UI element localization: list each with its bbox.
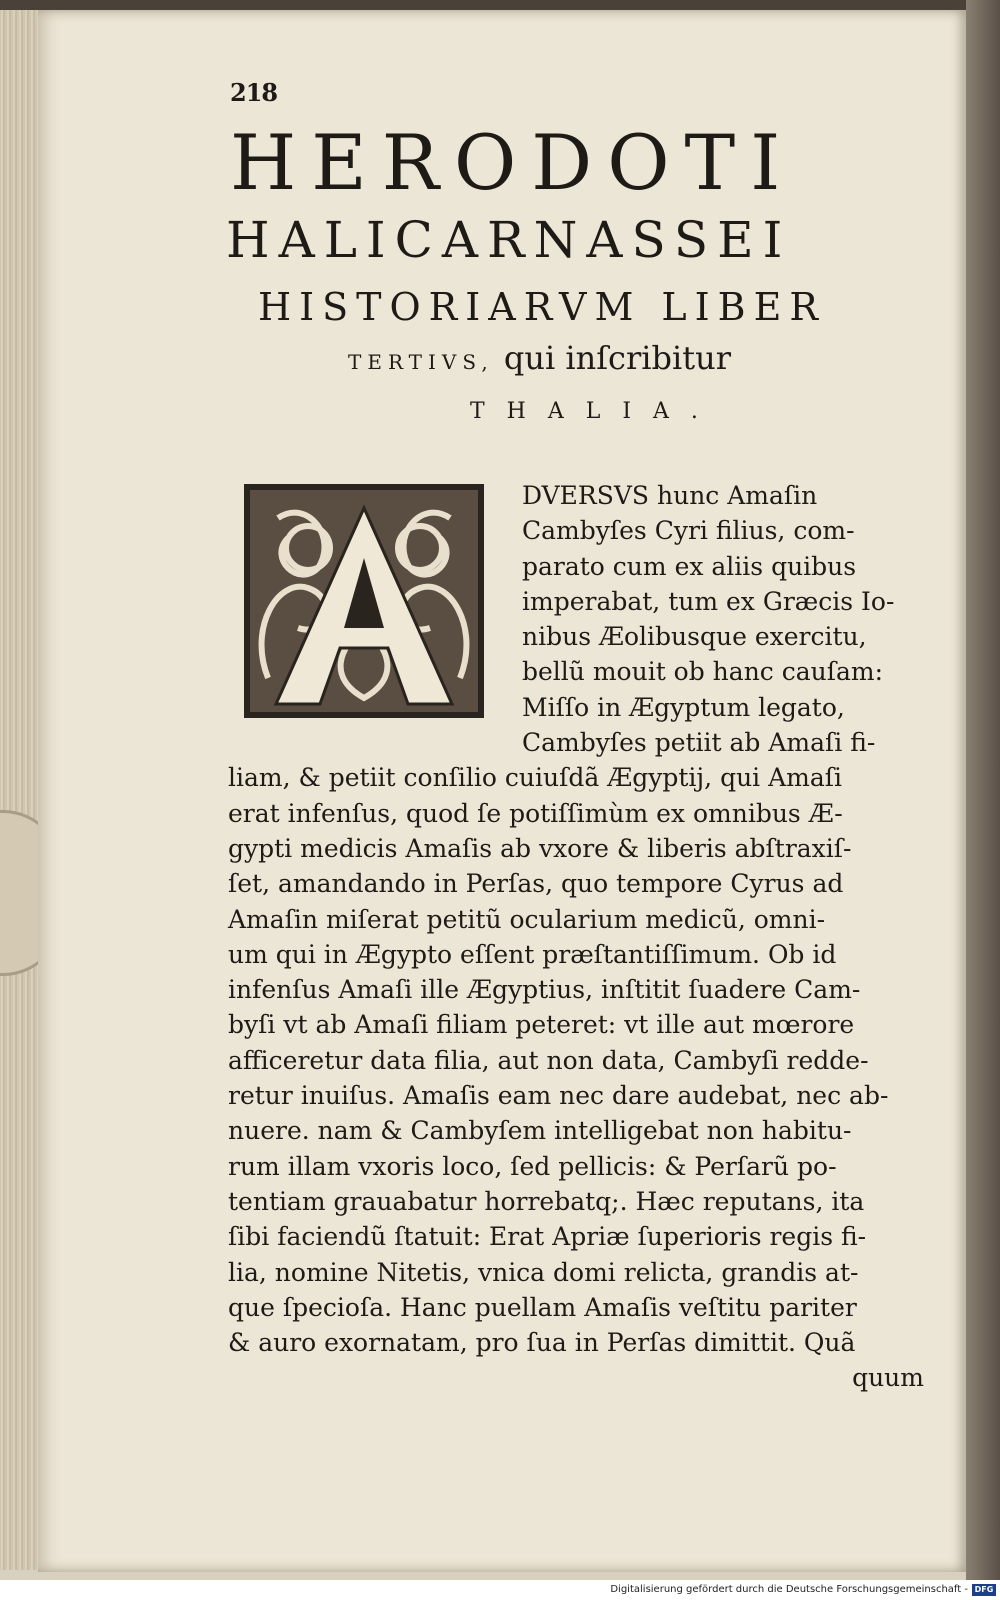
catchword: quum [852, 1363, 924, 1393]
text-line: erat infenſus, quod ſe potiſſimùm ex omnibus Æ- [228, 798, 843, 828]
text-line: liam, & petiit conſilio cuiuſdã Ægyptij, qui Amaſi [228, 763, 843, 793]
text-line: rum illam vxoris loco, ſed pellicis: & Perſarũ po- [228, 1151, 837, 1181]
right-binding-edge [966, 0, 1000, 1580]
text-line: parato cum ex aliis quibus [522, 551, 857, 581]
text-line: ſibi faciendũ ſtatuit: Erat Apriæ ſuperioris regis fi- [228, 1222, 867, 1252]
top-binding-edge [0, 0, 1000, 10]
digitization-footer [0, 1580, 1000, 1600]
text-line: gypti medicis Amaſis ab vxore & liberis abſtraxiſ- [228, 833, 852, 863]
text-line: & auro exornatam, pro ſua in Perſas dimittit. Quã [228, 1328, 856, 1358]
text-line: byſi vt ab Amaſi filiam peteret: vt ille aut mœrore [228, 1010, 855, 1040]
text-line: Cambyſes petiit ab Amaſi fi- [522, 728, 876, 758]
text-line: tentiam grauabatur horrebatq;. Hæc reputans, ita [228, 1186, 865, 1216]
dfg-logo: DFG [972, 1584, 996, 1596]
body-text [228, 478, 940, 1396]
title-thalia: THALIA. [470, 399, 720, 424]
initial-letter: A [364, 510, 365, 511]
title-halicarnassei: HALICARNASSEI [226, 211, 792, 269]
text-line: Amaſin miſerat petitũ ocularium medicũ, omni- [228, 904, 826, 934]
text-line: nuere. nam & Cambyſem intelligebat non habitu- [228, 1116, 852, 1146]
text-line: Miſſo in Ægyptum legato, [522, 692, 845, 722]
text-line: imperabat, tum ex Græcis Io- [522, 586, 895, 616]
title-tertius: TERTIVS, [348, 350, 494, 374]
page-number: 218 [230, 78, 278, 107]
text-line: DVERSVS hunc Amaſin [522, 481, 818, 510]
text-line: um qui in Ægypto eſſent præſtantiſſimum. Ob id [228, 939, 837, 969]
text-line: Cambyſes Cyri filius, com- [522, 516, 855, 546]
text-line: retur inuiſus. Amaſis eam nec dare audebat, nec ab- [228, 1081, 889, 1111]
left-page-edges [0, 10, 40, 1570]
text-line: ſet, amandando in Perſas, quo tempore Cyrus ad [228, 869, 844, 899]
title-historiarum-liber: HISTORIARVM LIBER [258, 285, 826, 329]
title-tertius-line [348, 338, 948, 382]
text-line: nibus Æolibusque exercitu, [522, 622, 867, 652]
footer-credit: Digitalisierung gefördert durch die Deutsche Forschungsgemeinschaft - [610, 1584, 968, 1595]
title-qui-inscribitur: qui inſcribitur [493, 339, 731, 377]
text-line: lia, nomine Nitetis, vnica domi relicta, grandis at- [228, 1257, 859, 1287]
title-herodoti: HERODOTI [230, 118, 796, 207]
text-line: infenſus Amaſi ille Ægyptius, inſtitit ſuadere Cam- [228, 975, 861, 1005]
text-line: afficeretur data filia, aut non data, Cambyſi redde- [228, 1045, 869, 1075]
text-line: que ſpecioſa. Hanc puellam Amaſis veſtitu pariter [228, 1292, 857, 1322]
text-line: bellũ mouit ob hanc cauſam: [522, 657, 884, 687]
